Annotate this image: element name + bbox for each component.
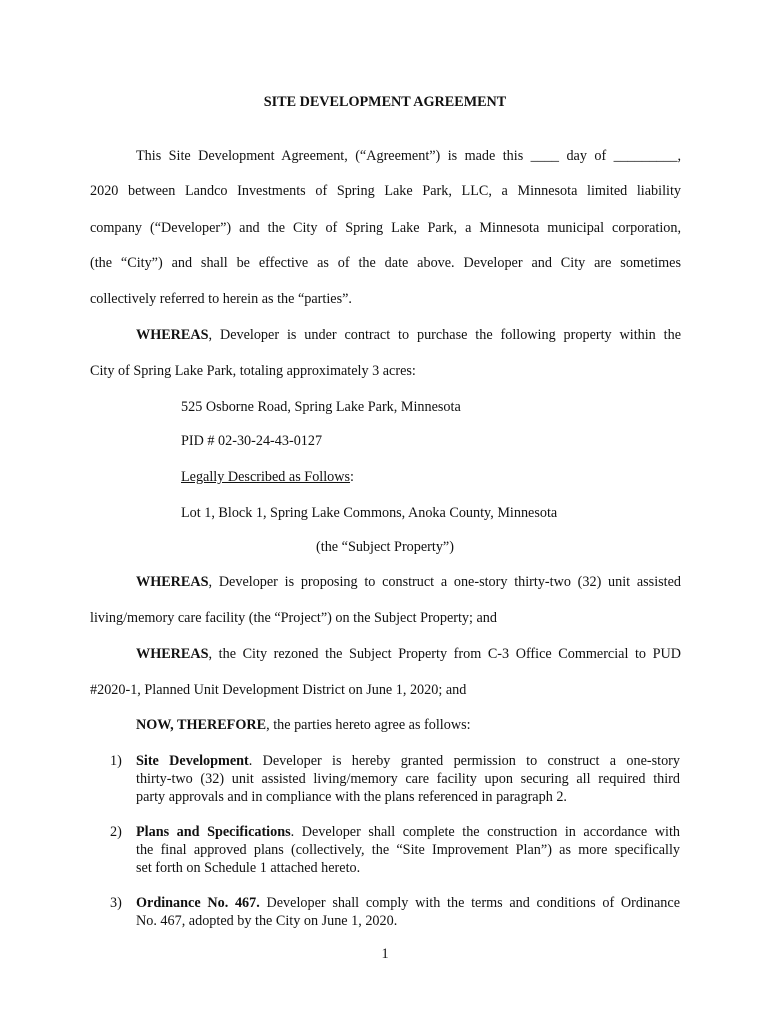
item-2-line-1 (136, 823, 680, 841)
legal-heading-text: Legally Described as Follows (181, 469, 351, 485)
whereas-2-text: , Developer is proposing to construct a one-story thirty-two (32) unit assisted (208, 574, 681, 590)
whereas-2-line-2: living/memory care facility (the “Project”) on the Subject Property; and (90, 610, 497, 626)
legal-heading-colon: : (350, 469, 354, 485)
whereas-1-keyword: WHEREAS (136, 327, 209, 343)
whereas-2-keyword: WHEREAS (136, 574, 209, 590)
now-therefore-keyword: NOW, THEREFORE (136, 717, 267, 733)
whereas-1-text: , Developer is under contract to purchase the following property within the (208, 327, 681, 343)
intro-line-2: 2020 between Landco Investments of Spring Lake Park, LLC, a Minnesota limited liability (90, 183, 681, 199)
whereas-1-line-1 (136, 326, 681, 344)
property-pid: PID # 02-30-24-43-0127 (181, 433, 323, 449)
whereas-3-keyword: WHEREAS (136, 646, 209, 662)
whereas-1-line-2: City of Spring Lake Park, totaling approximately 3 acres: (90, 363, 416, 379)
now-therefore-text: , the parties hereto agree as follows: (266, 717, 471, 733)
item-1-heading: Site Development (136, 753, 249, 769)
item-2-heading: Plans and Specifications (136, 824, 291, 840)
now-therefore-line (136, 716, 471, 734)
intro-line-1: This Site Development Agreement, (“Agreement”) is made this ____ day of _________, (136, 148, 681, 164)
item-1-line-1 (136, 752, 680, 770)
item-3-text: Developer shall comply with the terms and conditions of Ordinance (259, 895, 680, 911)
whereas-3-line-1 (136, 645, 681, 663)
whereas-2-line-1 (136, 573, 681, 591)
item-3-line-1 (136, 894, 680, 912)
subject-property-term: (the “Subject Property”) (316, 539, 454, 555)
intro-line-5: collectively referred to herein as the “parties”. (90, 291, 352, 307)
legal-description: Lot 1, Block 1, Spring Lake Commons, Anoka County, Minnesota (181, 505, 558, 521)
item-3-line-2: No. 467, adopted by the City on June 1, 2020. (136, 913, 398, 929)
item-3-number: 3) (110, 895, 122, 911)
item-1-number: 1) (110, 753, 122, 769)
property-address: 525 Osborne Road, Spring Lake Park, Minnesota (181, 399, 461, 415)
whereas-3-line-2: #2020-1, Planned Unit Development District on June 1, 2020; and (90, 682, 467, 698)
legal-description-heading (181, 468, 354, 486)
intro-line-3: company (“Developer”) and the City of Spring Lake Park, a Minnesota municipal corporation, (90, 220, 681, 236)
item-1-text: . Developer is hereby granted permission to construct a one-story (248, 753, 680, 769)
item-2-text: . Developer shall complete the construction in accordance with (290, 824, 680, 840)
item-1-line-3: party approvals and in compliance with the plans referenced in paragraph 2. (136, 789, 567, 805)
intro-line-4: (the “City”) and shall be effective as of the date above. Developer and City are sometimes (90, 255, 681, 271)
item-2-number: 2) (110, 824, 122, 840)
item-3-heading: Ordinance No. 467. (136, 895, 260, 911)
item-2-line-2: the final approved plans (collectively, the “Site Improvement Plan”) as more specifically (136, 842, 680, 858)
item-1-line-2: thirty-two (32) unit assisted living/memory care facility upon securing all required third (136, 771, 680, 787)
page-number: 1 (381, 946, 389, 962)
document-title: SITE DEVELOPMENT AGREEMENT (263, 94, 507, 110)
item-2-line-3: set forth on Schedule 1 attached hereto. (136, 860, 361, 876)
whereas-3-text: , the City rezoned the Subject Property from C-3 Office Commercial to PUD (208, 646, 681, 662)
